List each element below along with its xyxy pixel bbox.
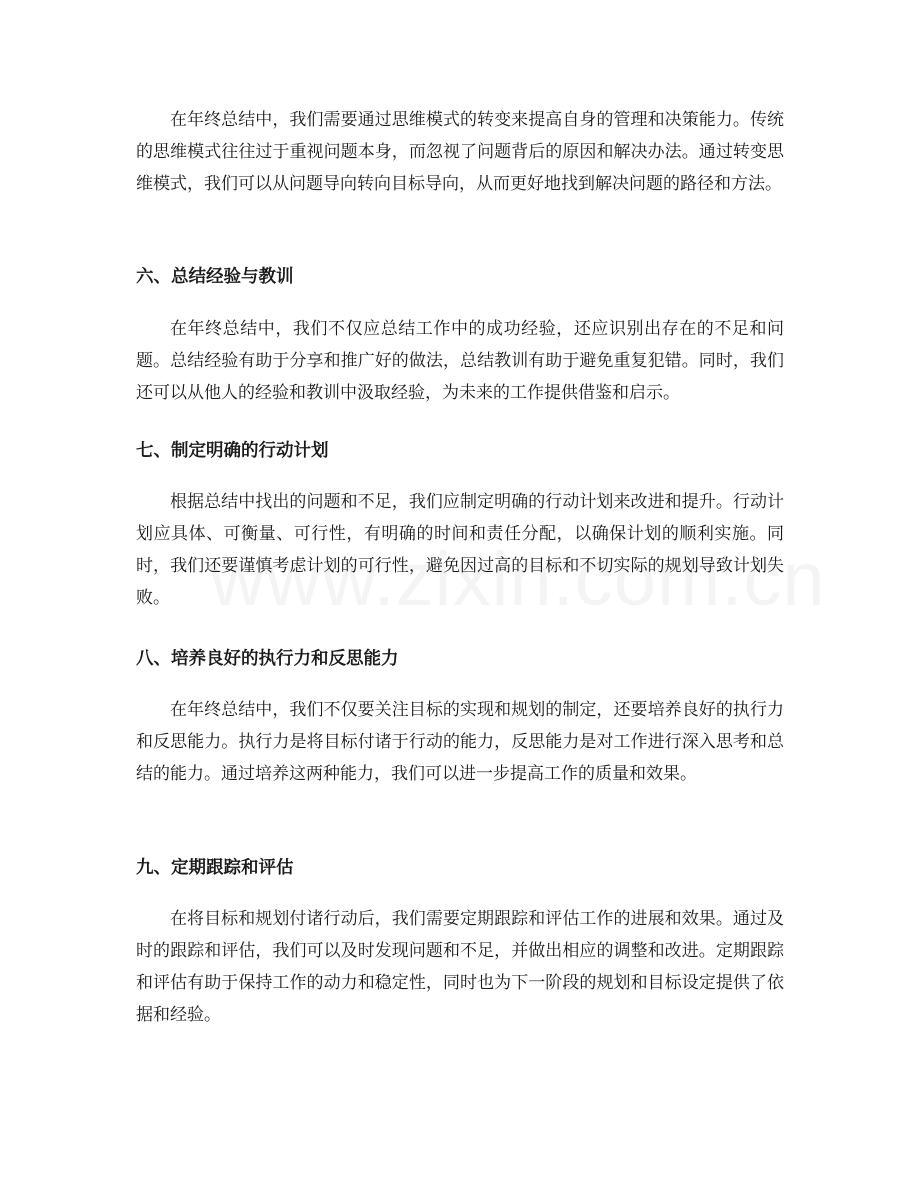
section-seven-heading: 七、制定明确的行动计划 — [136, 441, 329, 461]
section-six-heading: 六、总结经验与教训 — [136, 267, 294, 287]
section-nine-heading: 九、定期跟踪和评估 — [136, 858, 294, 878]
section-six-paragraph: 在年终总结中，我们不仅应总结工作中的成功经验，还应识别出存在的不足和问题。总结经验有助于分享和推广好的做法，总结教训有助于避免重复犯错。同时，我们还可以从他人的经验和教训中汲取经验，为未来的工作提供借鉴和启示。 — [136, 319, 784, 403]
section-eight-paragraph: 在年终总结中，我们不仅要关注目标的实现和规划的制定，还要培养良好的执行力和反思能力。执行力是将目标付诸于行动的能力，反思能力是对工作进行深入思考和总结的能力。通过培养这两种能力，我们可以进一步提高工作的质量和效果。 — [136, 700, 784, 784]
section-eight-heading: 八、培养良好的执行力和反思能力 — [136, 649, 399, 669]
section-nine-paragraph: 在将目标和规划付诸行动后，我们需要定期跟踪和评估工作的进展和效果。通过及时的跟踪和评估，我们可以及时发现问题和不足，并做出相应的调整和改进。定期跟踪和评估有助于保持工作的动力和稳定性，同时也为下一阶段的规划和目标设定提供了依据和经验。 — [136, 909, 784, 1025]
intro-paragraph: 在年终总结中，我们需要通过思维模式的转变来提高自身的管理和决策能力。传统的思维模式往往过于重视问题本身，而忽视了问题背后的原因和解决办法。通过转变思维模式，我们可以从问题导向转向目标导向，从而更好地找到解决问题的路径和方法。 — [136, 110, 784, 194]
section-seven-paragraph: 根据总结中找出的问题和不足，我们应制定明确的行动计划来改进和提升。行动计划应具体、可衡量、可行性，有明确的时间和责任分配，以确保计划的顺利实施。同时，我们还要谨慎考虑计划的可行性，避免因过高的目标和不切实际的规划导致计划失败。 — [136, 492, 784, 608]
